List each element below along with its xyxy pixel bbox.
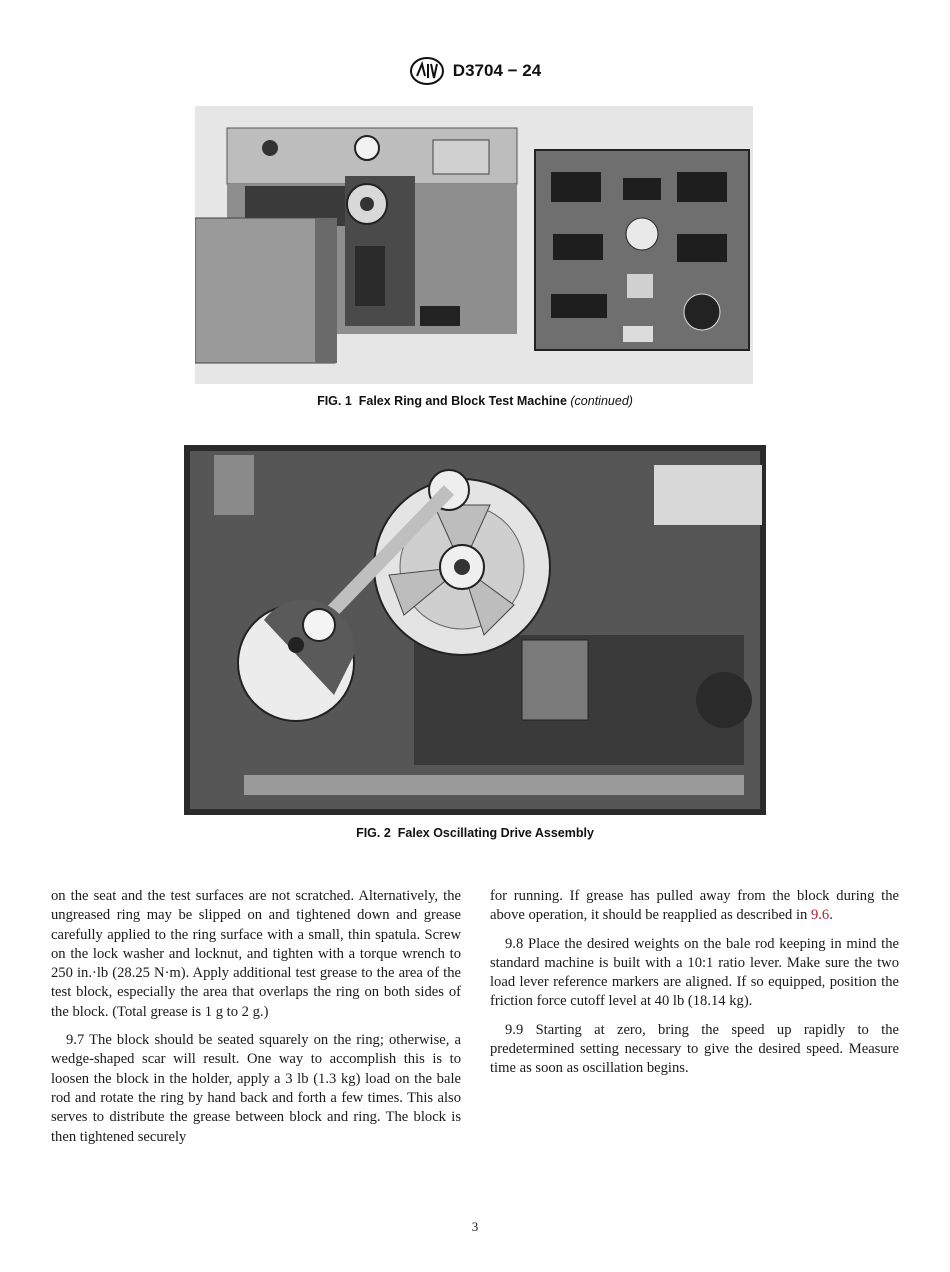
astm-logo-icon (409, 56, 445, 86)
figure-2-number: FIG. 2 (356, 826, 391, 840)
left-column (51, 887, 461, 1156)
page-number: 3 (471, 1219, 479, 1234)
figure-2-title: Falex Oscillating Drive Assembly (397, 826, 594, 840)
figure-1-number: FIG. 1 (317, 394, 352, 408)
figure-1-continued: (continued) (570, 394, 633, 408)
figure-1-caption (0, 394, 950, 408)
paragraph-running (490, 887, 899, 926)
paragraph-9-9: 9.9 Starting at zero, bring the speed up rapidly to the predetermined setting necessary to give the desired speed. Measure time as soon as oscillation begins. (490, 1021, 899, 1077)
figure-1-title: Falex Ring and Block Test Machine (358, 394, 567, 408)
page-header (0, 56, 950, 86)
standard-designation: D3704 − 24 (452, 61, 542, 80)
paragraph-continued: on the seat and the test surfaces are not scratched. Alternatively, the ungreased ring may be slipped on and tightened down and grease carefully applied to the ring surface with a small, thin spatula. Screw on the lock washer and locknut, and tighten with a torque wrench to 250 in.·lb (28.25 N·m). Apply additional test grease to the area of the test block, especially the area that overlaps the ring on both sides of the block. (Total grease is 1 g to 2 g.) (51, 888, 461, 1020)
paragraph-running-end: . (829, 907, 833, 924)
paragraph-9-7: 9.7 The block should be seated squarely on the ring; otherwise, a wedge-shaped scar will result. One way to accomplish this is to loosen the block in the holder, apply a 3 lb (1.3 kg) load on the bale rod and rotate the ring by hand back and forth a few times. This also serves to distribute the grease between block and ring. The block is then tightened securely (51, 1032, 461, 1145)
section-9-6-link[interactable]: 9.6 (810, 907, 830, 924)
paragraph-running-text: for running. If grease has pulled away from the block during the above operation, it should be reapplied as described in (490, 888, 899, 924)
figure-1-photo (195, 106, 753, 384)
right-column (490, 887, 899, 1088)
paragraph-9-8: 9.8 Place the desired weights on the bale rod keeping in mind the standard machine is built with a 10:1 ratio lever. Make sure the two load lever reference markers are aligned. If so equipped, position the friction force cutoff level at 40 lb (18.14 kg). (490, 935, 899, 1010)
figure-2-caption (0, 826, 950, 840)
figure-2-photo (184, 445, 766, 815)
